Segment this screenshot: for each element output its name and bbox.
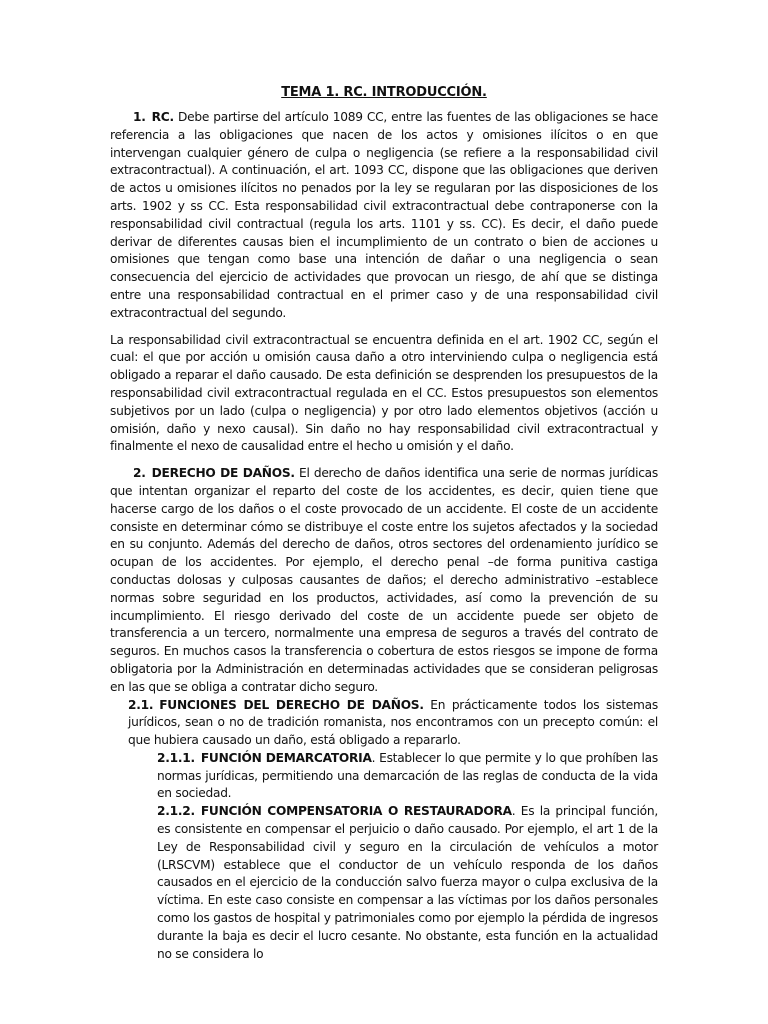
section-1-paragraph — [110, 109, 658, 323]
section-2-1-1-heading: FUNCIÓN DEMARCATORIA — [200, 750, 372, 765]
section-2-1-2-number: 2.1.2. — [157, 804, 195, 819]
section-2-1-paragraph — [128, 697, 658, 750]
section-2-1-1-number: 2.1.1. — [157, 750, 195, 765]
section-1-heading: RC. — [151, 110, 174, 124]
section-2-heading: DERECHO DE DAÑOS. — [151, 466, 295, 481]
section-1-number: 1. — [133, 110, 146, 124]
section-2-paragraph — [110, 465, 658, 696]
section-2-1-2-text: . Es la principal función, es consistente en compensar el perjuicio o daño causado. Por ejemplo, el art 1 de la Ley de Responsabilidad civil y seguro en la circulación de vehículos a motor (LRSCVM) establece que el conductor de un vehículo responda de los daños causados en el ejercicio de la conducción salvo fuerza mayor o culpa exclusiva de la víctima. En este caso consiste en compensar a las víctimas por los daños personales como los gastos de hospital y patrimoniales como por ejemplo la pérdida de ingresos durante la baja es decir el lucro cesante. No obstante, esta función en la actualidad no se considera lo — [157, 804, 658, 961]
section-2-1-text: En prácticamente todos los sistemas jurídicos, sean o no de tradición romanista, nos encontramos con un precepto común: el que hubiera causado un daño, está obligado a repararlo. — [128, 697, 658, 748]
page-title: TEMA 1. RC. INTRODUCCIÓN. — [281, 85, 487, 100]
section-2-text: El derecho de daños identifica una serie de normas jurídicas que intentan organizar el reparto del coste de los accidentes, es decir, quien tiene que hacerse cargo de los daños o el coste provocado de un accidente. El coste de un accidente consiste en determinar cómo se distribuye el coste entre los sujetos afectados y la sociedad en su conjunto. Además del derecho de daños, otros sectores del ordenamiento jurídico se ocupan de los accidentes. Por ejemplo, el derecho penal –de forma punitiva castiga conductas dolosas y culposas causantes de daños; el derecho administrativo –establece normas sobre seguridad en los productos, actividades, así como la prevención de su incumplimiento. El riesgo derivado del coste de un accidente puede ser objeto de transferencia a un tercero, normalmente una empresa de seguros a través del contrato de seguros. En muchos casos la transferencia o cobertura de estos riesgos se impone de forma obligatoria por la Administración en determinadas actividades que se consideran peligrosas en las que se obliga a contratar dicho seguro. — [110, 466, 658, 694]
section-2-number: 2. — [133, 466, 146, 481]
section-2-1-2-heading: FUNCIÓN COMPENSATORIA O RESTAURADORA — [200, 804, 512, 819]
section-2-1-heading: FUNCIONES DEL DERECHO DE DAÑOS. — [159, 697, 424, 712]
section-2-1-2-block — [157, 803, 658, 963]
section-2-1-number: 2.1. — [128, 697, 154, 712]
civil-liability-paragraph: La responsabilidad civil extracontractual se encuentra definida en el art. 1902 CC, según el cual: el que por acción u omisión causa daño a otro interviniendo culpa o negligencia está obligado a reparar el daño causado. De esta definición se desprenden los presupuestos de la responsabilidad civil extracontractual regulada en el CC. Estos presupuestos son elementos subjetivos por un lado (culpa o negligencia) y por otro lado elementos objetivos (acción u omisión, daño y nexo causal). Sin daño no hay responsabilidad civil extracontractual y finalmente el nexo de causalidad entre el hecho u omisión y el daño. — [110, 332, 658, 454]
section-2-1-1-text: . Establecer lo que permite y lo que prohíben las normas jurídicas, permitiendo una demarcación de las reglas de conducta de la vida en sociedad. — [157, 750, 658, 801]
section-2-1-1-block — [157, 750, 658, 803]
section-1-text: Debe partirse del artículo 1089 CC, entre las fuentes de las obligaciones se hace referencia a las obligaciones que nacen de los actos y omisiones ilícitos o en que intervengan cualquier género de culpa o negligencia (se refiere a la responsabilidad civil extracontractual). A continuación, el art. 1093 CC, dispone que las obligaciones que deriven de actos u omisiones ilícitos no penados por la ley se regularan por las disposiciones de los arts. 1902 y ss CC. Esta responsabilidad civil extracontractual debe contraponerse con la responsabilidad civil contractual (regula los arts. 1101 y ss. CC). Es decir, el daño puede derivar de diferentes causas bien el incumplimiento de un contrato o bien de acciones u omisiones que tengan como base una intención de dañar o una negligencia o sean consecuencia del ejercicio de actividades que provocan un riesgo, de ahí que se distinga entre una responsabilidad contractual en el primer caso y de una responsabilidad civil extracontractual del segundo. — [110, 110, 658, 320]
section-2-1-1-paragraph — [157, 750, 658, 803]
section-2-1-2-paragraph — [157, 803, 658, 963]
section-2-1-block — [128, 697, 658, 750]
